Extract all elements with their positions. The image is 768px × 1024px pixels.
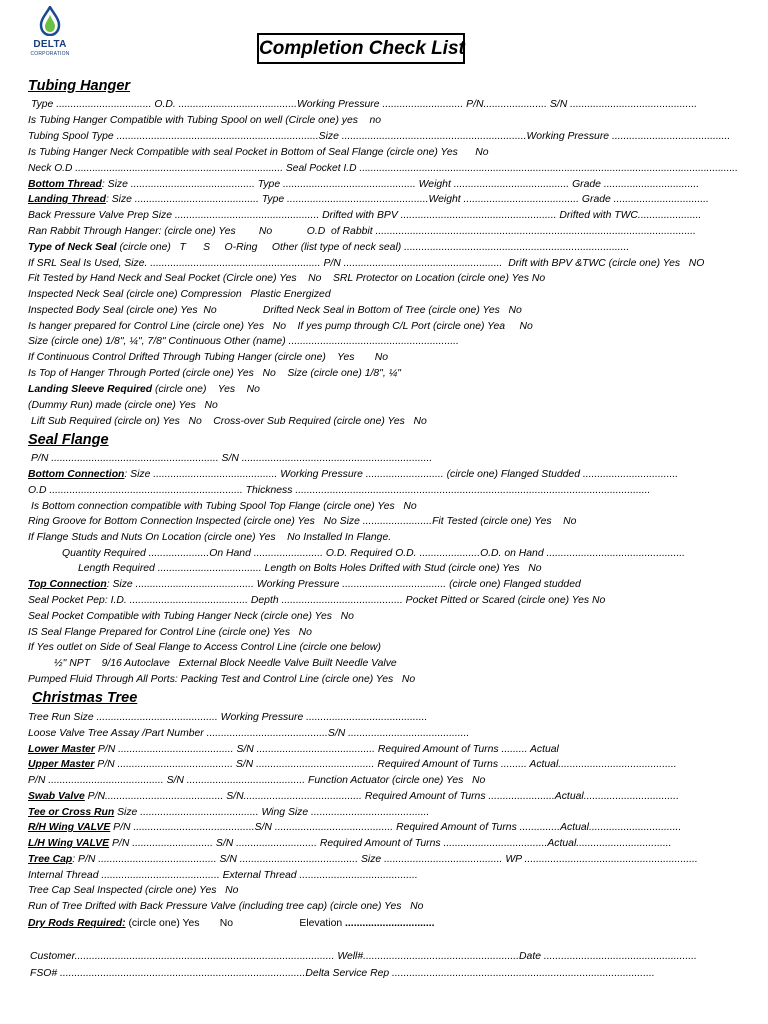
label-bottom-thread: Bottom Thread [28,179,102,190]
line-ran-rabbit: Ran Rabbit Through Hanger: (circle one) Yes No O.D of Rabbit ............................................................................................................... [28,226,696,237]
section-christmas-tree: Christmas Tree [32,690,138,706]
logo-name: DELTA [33,39,67,50]
line-inspected-neck-seal: Inspected Neck Seal (circle one) Compression Plastic Energized [28,289,331,300]
landing-thread-fields: : Size ........................................... Type .................................................Weight ........................................ Grade ................................. [105,194,709,205]
section-seal-flange: Seal Flange [28,432,109,448]
line-dry-rods [28,918,435,930]
elevation-field: ............................... [345,918,435,929]
rh-wing-valve-fields: P/N ..........................................S/N ......................................... Required Amount of Turns ..............Actual................................ [110,822,682,833]
line-quantity-required: Quantity Required .....................On Hand ........................ O.D. Required O.D. .....................O.D. on Hand ................................................ [62,548,686,559]
section-tubing-hanger: Tubing Hanger [28,78,131,94]
line-through-ported: Is Top of Hanger Through Ported (circle one) Yes No Size (circle one) 1/8", ¼" [28,368,401,379]
line-tree-run-size: Tree Run Size .......................................... Working Pressure .......................................... [28,712,428,723]
label-tee-or-cross-run: Tee or Cross Run [28,807,115,818]
line-fit-tested: Fit Tested by Hand Neck and Seal Pocket (Circle one) Yes No SRL Protector on Location (circle one) Yes No [28,273,546,284]
label-lower-master: Lower Master [28,744,95,755]
label-landing-sleeve-required: Landing Sleeve Required [28,384,153,395]
label-rh-wing-valve: R/H Wing VALVE [28,822,111,833]
tee-cross-run-fields: Size ......................................... Wing Size ......................................... [114,807,430,818]
label-bottom-connection: Bottom Connection [28,469,125,480]
line-bpv-prep: Back Pressure Valve Prep Size .................................................. Drifted with BPV ...................................................... Drifted with TWC...................... [28,210,702,221]
line-function-actuator: P/N ........................................ S/N ......................................... Function Actuator (circle one) Yes No [28,775,486,786]
line-tee-cross-run [28,807,429,819]
lower-master-fields: P/N ........................................ S/N ......................................... Required Amount of Turns ......... Actual [94,744,559,755]
line-flange-studs: If Flange Studs and Nuts On Location (circle one) Yes No Installed In Flange. [28,532,392,543]
line-neck-seal-type [28,242,629,254]
logo-subtitle: CORPORATION [30,51,70,57]
landing-sleeve-fields: (circle one) Yes No [152,384,260,395]
line-lower-master [28,744,559,756]
line-inspected-body-seal: Inspected Body Seal (circle one) Yes No Drifted Neck Seal in Bottom of Tree (circle one) Yes No [28,305,522,316]
label-landing-thread: Landing Thread [28,194,106,205]
label-tree-cap: Tree Cap [28,854,73,865]
line-swab-valve [28,791,679,803]
line-landing-sleeve [28,384,260,396]
line-rh-wing-valve [28,822,681,834]
flame-drop-icon [38,6,62,36]
bottom-thread-fields: : Size ........................................... Type .............................................. Weight ........................................ Grade ................................. [101,179,700,190]
lh-wing-valve-fields: P/N ............................ S/N ............................ Required Amount of Turns ....................................Actual................................. [109,838,672,849]
page-title: Completion Check List [259,38,465,59]
title-box [257,33,465,64]
label-lh-wing-valve: L/H Wing VALVE [28,838,110,849]
line-customer: Customer.......................................................................................... Well#......................................................Date ..................................................... [30,951,697,962]
line-dummy-run: (Dummy Run) made (circle one) Yes No [28,400,218,411]
label-top-connection: Top Connection [28,579,107,590]
line-run-of-tree: Run of Tree Drifted with Back Pressure Valve (including tree cap) (circle one) Yes No [28,901,424,912]
line-seal-pocket-pep: Seal Pocket Pep: I.D. ......................................... Depth .......................................... Pocket Pitted or Scared (circle one) Yes No [28,595,606,606]
line-landing-thread [28,194,709,206]
line-seal-flange-control-line: IS Seal Flange Prepared for Control Line (circle one) Yes No [28,627,312,638]
line-ring-groove: Ring Groove for Bottom Connection Inspected (circle one) Yes No Size ........................Fit Tested (circle one) Yes No [28,516,577,527]
tree-cap-fields: : P/N ......................................... S/N ......................................... Size ......................................... WP ............................................................ [72,854,698,865]
label-dry-rods-required: Dry Rods Required: [28,918,126,929]
line-tree-cap-seal: Tree Cap Seal Inspected (circle one) Yes No [28,885,239,896]
bottom-connection-fields: : Size ........................................... Working Pressure ........................... (circle one) Flanged Studded ................................. [124,469,679,480]
line-seal-pocket-compatible: Seal Pocket Compatible with Tubing Hanger Neck (circle one) Yes No [28,611,354,622]
line-seal-flange-od: O.D ................................................................... Thickness ........................................................................................................................... [28,485,651,496]
line-tubing-spool-type: Tubing Spool Type ......................................................................Size ................................................................Working Pressure ......................................... [28,131,731,142]
neck-seal-type-fields: (circle one) T S O-Ring Other (list type of neck seal) .............................................................................. [116,242,630,253]
line-outlet-options: ½" NPT 9/16 Autoclave External Block Needle Valve Built Needle Valve [54,658,397,669]
label-upper-master: Upper Master [28,759,95,770]
line-srl-seal: If SRL Seal Is Used, Size. ........................................................... P/N ....................................................... Drift with BPV &TWC (circle one) Yes NO [28,258,705,269]
top-connection-fields: : Size ......................................... Working Pressure .................................... (circle one) Flanged studded [106,579,581,590]
upper-master-fields: P/N ........................................ S/N ......................................... Required Amount of Turns ......... Actual......................................... [94,759,677,770]
label-swab-valve: Swab Valve [28,791,85,802]
label-type-of-neck-seal: Type of Neck Seal [28,242,117,253]
line-fso: FSO# .....................................................................................Delta Service Rep ........................................................................................... [30,968,655,979]
line-tubing-hanger-type: Type ................................. O.D. .........................................Working Pressure ............................ P/N...................... S/N ............................................ [31,99,698,110]
line-lh-wing-valve [28,838,672,850]
line-bottom-thread [28,179,699,191]
line-outlet-side: If Yes outlet on Side of Seal Flange to Access Control Line (circle one below) [28,642,381,653]
delta-logo [24,6,76,62]
line-top-connection [28,579,581,591]
line-loose-valve: Loose Valve Tree Assay /Part Number ..........................................S/N .......................................... [28,728,470,739]
line-control-line-prep: Is hanger prepared for Control Line (circle one) Yes No If yes pump through C/L Port (circle one) Yea No [28,321,533,332]
line-tubing-hanger-compatible: Is Tubing Hanger Compatible with Tubing Spool on well (Circle one) yes no [28,115,382,126]
line-internal-thread: Internal Thread ......................................... External Thread ......................................... [28,870,418,881]
line-tree-cap [28,854,698,866]
line-lift-sub: Lift Sub Required (circle on) Yes No Cross-over Sub Required (circle one) Yes No [31,416,427,427]
dry-rods-fields: (circle one) Yes No Elevation [125,918,346,929]
line-bottom-connection [28,469,678,481]
line-pumped-fluid: Pumped Fluid Through All Ports: Packing Test and Control Line (circle one) Yes No [28,674,416,685]
line-neck-od: Neck O.D ......................................................................... Seal Pocket I.D ..................................................................................................................................... [28,163,738,174]
swab-valve-fields: P/N......................................... S/N......................................... Required Amount of Turns .......................Actual................................. [84,791,679,802]
line-bottom-connection-compatible: Is Bottom connection compatible with Tubing Spool Top Flange (circle one) Yes No [31,501,417,512]
line-length-required: Length Required .................................... Length on Bolts Holes Drifted with Stud (circle one) Yes No [78,563,542,574]
line-control-line-size: Size (circle one) 1/8", ¼", 7/8" Continuous Other (name) ........................................................... [28,336,459,347]
line-seal-flange-pn: P/N .......................................................... S/N .................................................................. [31,453,433,464]
line-hanger-neck-compatible: Is Tubing Hanger Neck Compatible with seal Pocket in Bottom of Seal Flange (circle one) Yes No [28,147,489,158]
line-continuous-drifted: If Continuous Control Drifted Through Tubing Hanger (circle one) Yes No [28,352,388,363]
line-upper-master [28,759,677,771]
